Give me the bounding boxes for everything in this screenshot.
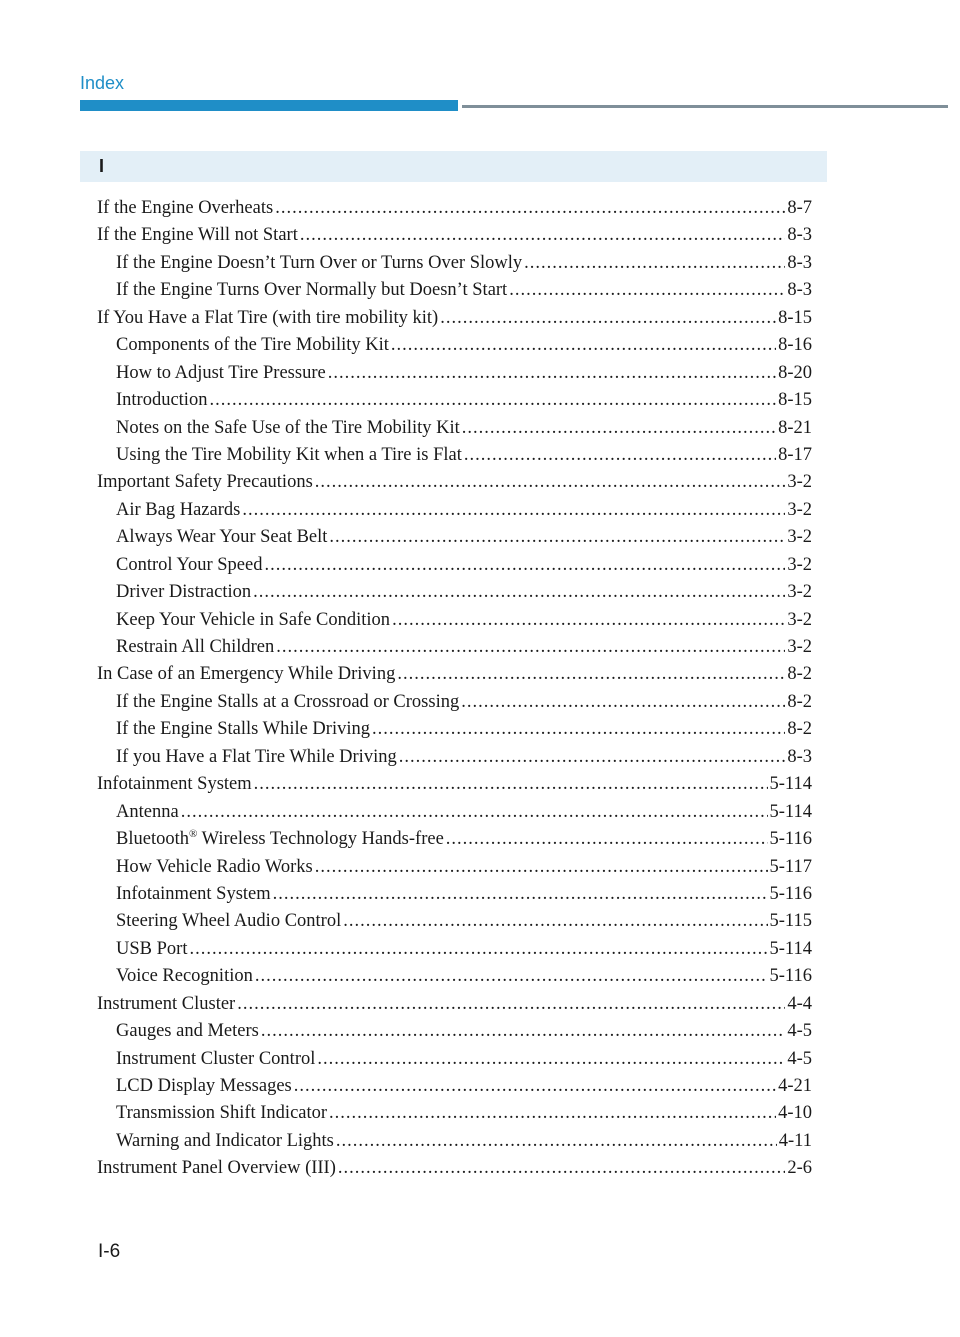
entry-page: 5-114 — [769, 801, 812, 822]
entry-label: Voice Recognition — [116, 966, 253, 987]
entry-page: 8-3 — [787, 225, 812, 246]
entry-label: Components of the Tire Mobility Kit — [116, 335, 389, 356]
index-subentry — [97, 552, 812, 579]
entry-page: 5-114 — [769, 774, 812, 795]
entry-label: USB Port — [116, 938, 188, 959]
entry-label: Introduction — [116, 390, 208, 411]
dot-leader — [391, 332, 776, 359]
index-subentry — [97, 1046, 812, 1073]
entry-page: 5-115 — [769, 911, 812, 932]
index-subentry — [97, 1128, 812, 1155]
index-subentry — [97, 1100, 812, 1127]
index-entry — [97, 991, 812, 1018]
registered-mark: ® — [188, 827, 198, 840]
index-entry — [97, 222, 812, 249]
index-subentry — [97, 524, 812, 551]
dot-leader — [181, 799, 768, 826]
entry-page: 5-116 — [769, 883, 812, 904]
entry-page: 8-15 — [778, 307, 812, 328]
entry-page: 8-2 — [787, 691, 812, 712]
index-entry — [97, 1155, 812, 1182]
entry-label: Instrument Cluster Control — [116, 1048, 316, 1069]
dot-leader — [524, 250, 785, 277]
dot-leader — [461, 689, 785, 716]
header-rule — [462, 105, 948, 108]
dot-leader — [315, 854, 768, 881]
dot-leader — [446, 826, 768, 853]
entry-label: Notes on the Safe Use of the Tire Mobility Kit — [116, 417, 460, 438]
dot-leader — [242, 497, 785, 524]
dot-leader — [329, 524, 785, 551]
index-subentry — [97, 442, 812, 469]
entry-label: Always Wear Your Seat Belt — [116, 527, 328, 548]
index-subentry — [97, 250, 812, 277]
index-subentry — [97, 415, 812, 442]
entry-page: 4-4 — [787, 993, 812, 1014]
index-entry — [97, 771, 812, 798]
entry-label: In Case of an Emergency While Driving — [97, 664, 396, 685]
index-subentry — [97, 936, 812, 963]
dot-leader — [509, 277, 785, 304]
index-subentry — [97, 607, 812, 634]
entry-page: 3-2 — [787, 582, 812, 603]
entry-label: Gauges and Meters — [116, 1021, 259, 1042]
dot-leader — [189, 936, 767, 963]
entry-label: LCD Display Messages — [116, 1076, 292, 1096]
entry-label: Infotainment System — [116, 883, 271, 904]
entry-page: 5-116 — [769, 829, 812, 850]
dot-leader — [399, 744, 786, 771]
entry-page: 4-5 — [787, 1048, 812, 1069]
entry-label: If the Engine Stalls at a Crossroad or Crossing — [116, 691, 460, 712]
index-subentry — [97, 387, 812, 414]
index-entry — [97, 195, 812, 222]
index-entry — [97, 305, 812, 332]
dot-leader — [329, 1100, 776, 1127]
dot-leader — [255, 963, 768, 990]
header-accent-bar — [80, 100, 458, 111]
index-subentry — [97, 579, 812, 606]
entry-label: Driver Distraction — [116, 582, 252, 603]
dot-leader — [254, 771, 768, 798]
dot-leader — [253, 579, 785, 606]
dot-leader — [261, 1018, 786, 1045]
entry-page: 4-11 — [778, 1130, 812, 1151]
entry-label: Restrain All Children — [116, 637, 275, 657]
entry-label: Transmission Shift Indicator — [116, 1103, 328, 1124]
dot-leader — [264, 552, 785, 579]
dot-leader — [392, 607, 785, 634]
entry-page: 8-3 — [787, 280, 812, 301]
entry-label: Using the Tire Mobility Kit when a Tire is Flat — [116, 444, 462, 465]
dot-leader — [237, 991, 785, 1018]
index-subentry — [97, 799, 812, 826]
page-number: I-6 — [98, 1241, 121, 1262]
index-subentry — [97, 497, 812, 524]
entry-label: If the Engine Turns Over Normally but Doesn’t Start — [116, 280, 508, 301]
entry-label: Warning and Indicator Lights — [116, 1130, 334, 1151]
entry-page: 3-2 — [787, 499, 812, 520]
dot-leader — [294, 1073, 776, 1100]
entry-label: Control Your Speed — [116, 554, 263, 575]
entry-page: 5-117 — [769, 856, 812, 877]
index-subentry — [97, 1018, 812, 1045]
entry-page: 5-116 — [769, 966, 812, 987]
index-subentry — [97, 634, 812, 661]
entry-label: If the Engine Doesn’t Turn Over or Turns Over Slowly — [116, 252, 523, 273]
entry-page: 8-7 — [787, 198, 812, 218]
section-letter: I — [99, 156, 105, 176]
entry-page: 4-10 — [778, 1103, 812, 1124]
index-subentry — [97, 963, 812, 990]
entry-page: 8-2 — [787, 719, 812, 740]
index-subentry — [97, 360, 812, 387]
index-subentry — [97, 716, 812, 743]
dot-leader — [328, 360, 776, 387]
index-entry — [97, 661, 812, 688]
entry-page: 3-2 — [787, 609, 812, 630]
entry-page: 8-21 — [778, 417, 812, 438]
index-subentry — [97, 689, 812, 716]
dot-leader — [209, 387, 776, 414]
entry-page: 8-15 — [778, 390, 812, 411]
entry-label: If You Have a Flat Tire (with tire mobility kit) — [97, 307, 439, 328]
entry-page: 8-17 — [778, 444, 812, 465]
entry-page: 8-2 — [787, 664, 812, 685]
dot-leader — [300, 222, 785, 249]
entry-page: 8-3 — [787, 252, 812, 273]
entry-label: Instrument Cluster — [97, 993, 236, 1014]
entry-label: Infotainment System — [97, 774, 252, 795]
dot-leader — [317, 1046, 785, 1073]
entry-label: Steering Wheel Audio Control — [116, 911, 342, 932]
entry-page: 3-2 — [787, 527, 812, 548]
entry-label: If the Engine Will not Start — [97, 225, 298, 246]
index-subentry — [97, 881, 812, 908]
entry-page: 8-16 — [778, 335, 812, 356]
index-subentry — [97, 854, 812, 881]
dot-leader — [343, 908, 767, 935]
index-entry — [97, 469, 812, 496]
dot-leader — [464, 442, 776, 469]
entry-label: How Vehicle Radio Works — [116, 856, 313, 877]
section-heading — [80, 151, 827, 182]
entry-label: Important Safety Precautions — [97, 472, 313, 493]
entry-page: 3-2 — [787, 554, 812, 575]
dot-leader — [372, 716, 785, 743]
entry-page: 5-114 — [769, 938, 812, 959]
dot-leader — [462, 415, 776, 442]
entry-label: Instrument Panel Overview (III) — [97, 1158, 336, 1179]
index-subentry — [97, 277, 812, 304]
entry-label: How to Adjust Tire Pressure — [116, 362, 326, 383]
dot-leader — [397, 661, 785, 688]
dot-leader — [275, 195, 785, 222]
dot-leader — [440, 305, 776, 332]
header-title: Index — [80, 73, 125, 93]
entry-page: 8-3 — [787, 746, 812, 767]
entry-page: 2-6 — [787, 1158, 812, 1179]
entry-label: Air Bag Hazards — [116, 499, 241, 520]
entry-label: If you Have a Flat Tire While Driving — [116, 746, 397, 767]
entry-label: Antenna — [116, 801, 179, 822]
entry-label: Keep Your Vehicle in Safe Condition — [116, 609, 391, 630]
dot-leader — [336, 1128, 777, 1155]
index-subentry — [97, 1073, 812, 1100]
entry-page: 4-21 — [778, 1076, 812, 1096]
entry-page: 4-5 — [787, 1021, 812, 1042]
entry-label: If the Engine Overheats — [97, 198, 274, 218]
dot-leader — [315, 469, 786, 496]
dot-leader — [338, 1155, 785, 1182]
index-subentry — [97, 744, 812, 771]
index-entry-list — [97, 195, 812, 1183]
entry-page: 3-2 — [787, 637, 812, 657]
dot-leader — [276, 634, 785, 661]
entry-page: 3-2 — [787, 472, 812, 493]
dot-leader — [273, 881, 768, 908]
entry-page: 8-20 — [778, 362, 812, 383]
entry-label: If the Engine Stalls While Driving — [116, 719, 370, 740]
index-subentry — [97, 826, 812, 853]
index-subentry — [97, 908, 812, 935]
entry-label: Bluetooth® Wireless Technology Hands-free — [116, 827, 444, 850]
index-subentry — [97, 332, 812, 359]
